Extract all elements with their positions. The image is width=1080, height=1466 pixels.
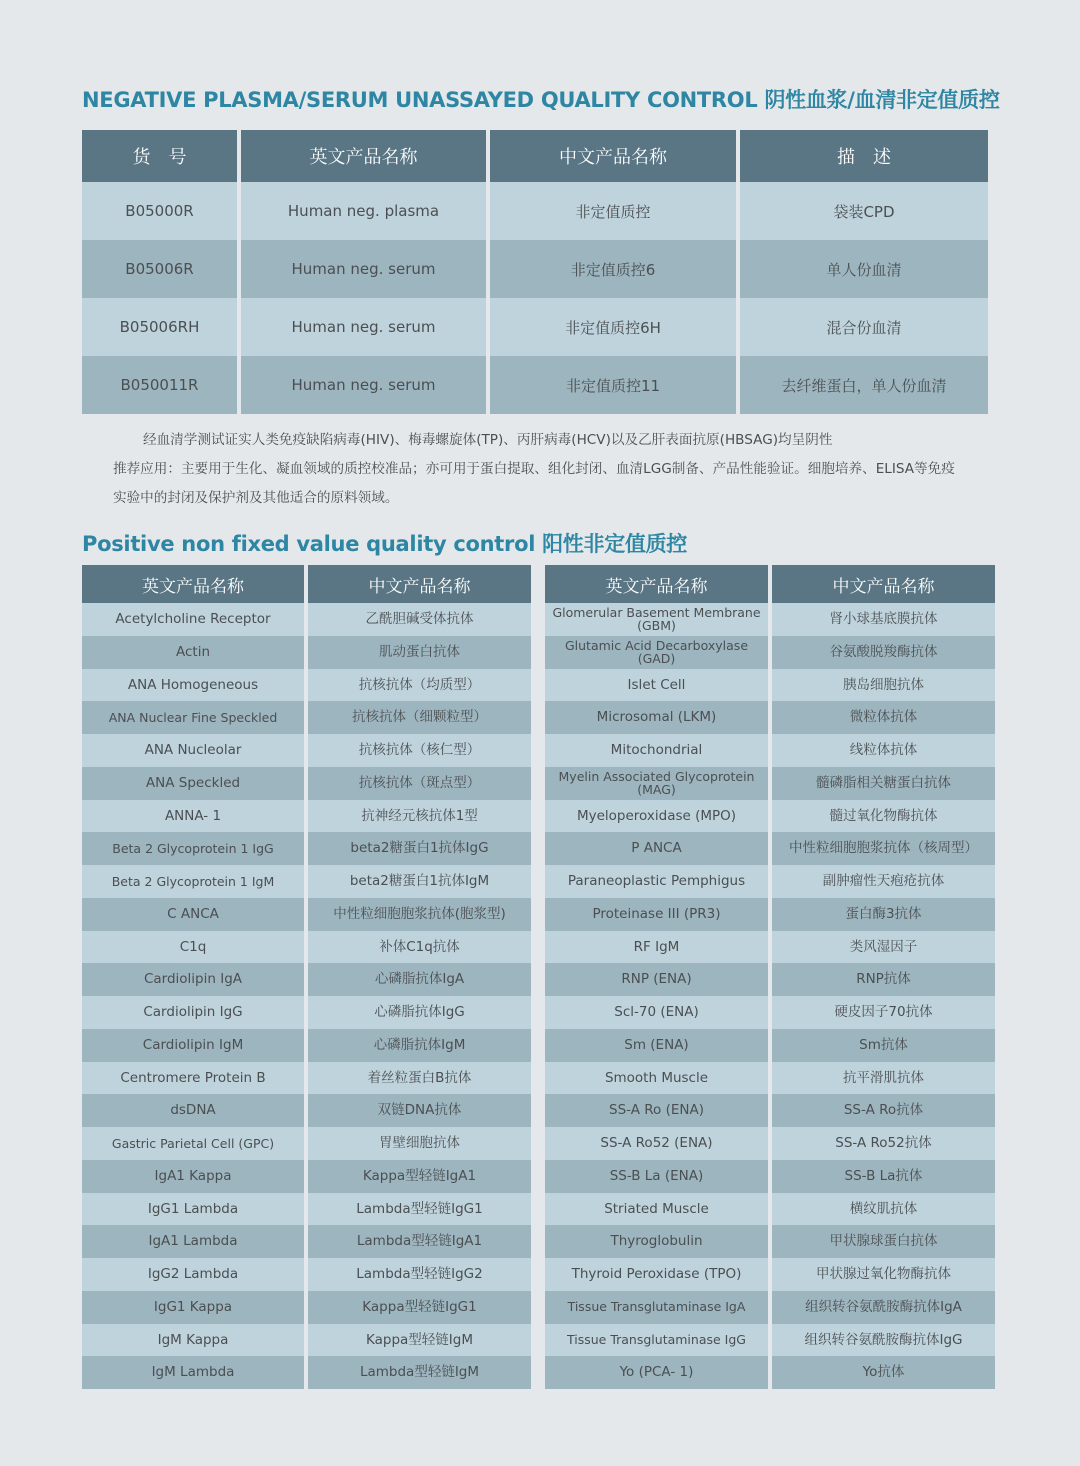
header-catalog-no: 货 号 [82,130,237,182]
cell-chinese-name: 抗平滑肌抗体 [772,1062,995,1095]
cell-english-name: ANNA- 1 [82,800,304,833]
table-row [545,996,995,1029]
cell-english-name: Mitochondrial [545,734,768,767]
cell-english-name: Beta 2 Glycoprotein 1 IgM [82,865,304,898]
table-row [545,701,995,734]
cell-chinese-name: SS-A Ro抗体 [772,1094,995,1127]
cell-chinese-name: beta2糖蛋白1抗体IgM [308,865,531,898]
cell-description: 单人份血清 [740,240,988,298]
table-row [82,1094,531,1127]
table-row [545,734,995,767]
negative-qc-table [78,130,992,414]
table-row [545,669,995,702]
cell-chinese-name: 中性粒细胞胞浆抗体（核周型） [772,832,995,865]
cell-english-name: Cardiolipin IgG [82,996,304,1029]
cell-chinese-name: 肾小球基底膜抗体 [772,603,995,636]
cell-english-name: Acetylcholine Receptor [82,603,304,636]
table-row [545,800,995,833]
header-description: 描 述 [740,130,988,182]
cell-english-name: RNP (ENA) [545,963,768,996]
cell-english-name: Glutamic Acid Decarboxylase (GAD) [545,636,768,669]
cell-chinese-name: 抗核抗体（细颗粒型） [308,701,531,734]
cell-chinese-name: Lambda型轻链IgM [308,1356,531,1389]
table-header-row [545,565,995,603]
table-row [545,963,995,996]
cell-english-name: SS-B La (ENA) [545,1160,768,1193]
cell-chinese-name: 心磷脂抗体IgA [308,963,531,996]
cell-chinese-name: 硬皮因子70抗体 [772,996,995,1029]
cell-english-name: Tissue Transglutaminase IgA [545,1291,768,1324]
table-row [545,1291,995,1324]
cell-english-name: Myelin Associated Glycoprotein (MAG) [545,767,768,800]
table-row [82,1062,531,1095]
cell-chinese-name: 谷氨酸脱羧酶抗体 [772,636,995,669]
description-line-2: 推荐应用：主要用于生化、凝血领域的质控校准品；亦可用于蛋白提取、组化封闭、血清LGG制备、产品性能验证。细胞培养、ELISA等免疫实验中的封闭及保护剂及其他适合的原料领域。 [113,461,955,506]
header-chinese-name: 中文产品名称 [772,565,995,603]
cell-chinese-name: RNP抗体 [772,963,995,996]
table-row [82,636,531,669]
table-header-row [82,565,531,603]
cell-description: 袋装CPD [740,182,988,240]
cell-chinese-name: 心磷脂抗体IgM [308,1029,531,1062]
table-row [82,898,531,931]
cell-english-name: ANA Homogeneous [82,669,304,702]
cell-chinese-name: 非定值质控6H [490,298,736,356]
cell-english-name: Beta 2 Glycoprotein 1 IgG [82,832,304,865]
positive-left-body [82,603,531,1389]
cell-chinese-name: 胃壁细胞抗体 [308,1127,531,1160]
cell-english-name: SS-A Ro (ENA) [545,1094,768,1127]
cell-english-name: Thyroid Peroxidase (TPO) [545,1258,768,1291]
table-row [545,898,995,931]
table-row [82,767,531,800]
table-row [545,1094,995,1127]
table-row [82,931,531,964]
cell-english-name: IgG2 Lambda [82,1258,304,1291]
cell-english-name: ANA Nuclear Fine Speckled [82,701,304,734]
table-row [82,963,531,996]
cell-chinese-name: 微粒体抗体 [772,701,995,734]
cell-english-name: P ANCA [545,832,768,865]
cell-english-name: Thyroglobulin [545,1225,768,1258]
table-row [82,1356,531,1389]
cell-chinese-name: Lambda型轻链IgA1 [308,1225,531,1258]
cell-chinese-name: beta2糖蛋白1抗体IgG [308,832,531,865]
cell-english-name: Actin [82,636,304,669]
cell-chinese-name: 抗核抗体（均质型） [308,669,531,702]
cell-chinese-name: Kappa型轻链IgA1 [308,1160,531,1193]
table-row [82,1029,531,1062]
cell-chinese-name: 甲状腺过氧化物酶抗体 [772,1258,995,1291]
header-english-name: 英文产品名称 [241,130,486,182]
cell-chinese-name: 非定值质控 [490,182,736,240]
cell-english-name: dsDNA [82,1094,304,1127]
cell-catalog-no: B05000R [82,182,237,240]
cell-english-name: IgA1 Kappa [82,1160,304,1193]
table-row [82,298,988,356]
table-row [82,603,531,636]
positive-right-body [545,603,995,1389]
cell-description: 去纤维蛋白，单人份血清 [740,356,988,414]
cell-chinese-name: 抗核抗体（核仁型） [308,734,531,767]
table-row [82,1160,531,1193]
cell-chinese-name: 乙酰胆碱受体抗体 [308,603,531,636]
table-row [545,1029,995,1062]
cell-chinese-name: 蛋白酶3抗体 [772,898,995,931]
cell-chinese-name: 非定值质控6 [490,240,736,298]
cell-chinese-name: 抗神经元核抗体1型 [308,800,531,833]
cell-chinese-name: 髓磷脂相关糖蛋白抗体 [772,767,995,800]
table-row [82,1127,531,1160]
cell-chinese-name: 组织转谷氨酰胺酶抗体IgA [772,1291,995,1324]
cell-chinese-name: Kappa型轻链IgG1 [308,1291,531,1324]
header-english-name: 英文产品名称 [82,565,304,603]
table-row [545,1193,995,1226]
cell-chinese-name: 胰岛细胞抗体 [772,669,995,702]
table-row [545,832,995,865]
cell-english-name: Human neg. serum [241,356,486,414]
cell-english-name: IgG1 Kappa [82,1291,304,1324]
cell-english-name: RF IgM [545,931,768,964]
cell-chinese-name: Lambda型轻链IgG1 [308,1193,531,1226]
cell-english-name: IgA1 Lambda [82,1225,304,1258]
cell-catalog-no: B05006RH [82,298,237,356]
cell-english-name: IgM Lambda [82,1356,304,1389]
table-row [545,636,995,669]
table-row [545,1062,995,1095]
cell-english-name: Myeloperoxidase (MPO) [545,800,768,833]
cell-chinese-name: 横纹肌抗体 [772,1193,995,1226]
positive-qc-table-right [541,565,999,1389]
cell-english-name: Microsomal (LKM) [545,701,768,734]
table-row [82,701,531,734]
cell-english-name: Sm (ENA) [545,1029,768,1062]
table-row [82,1193,531,1226]
cell-english-name: Cardiolipin IgA [82,963,304,996]
table-row [82,1291,531,1324]
header-english-name: 英文产品名称 [545,565,768,603]
header-chinese-name: 中文产品名称 [308,565,531,603]
cell-chinese-name: 补体C1q抗体 [308,931,531,964]
table-row [545,1324,995,1357]
negative-section-title: NEGATIVE PLASMA/SERUM UNASSAYED QUALITY CONTROL 阴性血浆/血清非定值质控 [82,88,1000,112]
table-row [545,865,995,898]
cell-chinese-name: 中性粒细胞胞浆抗体(胞浆型) [308,898,531,931]
table-row [82,669,531,702]
cell-chinese-name: 非定值质控11 [490,356,736,414]
table-row [545,1160,995,1193]
positive-qc-table-left [78,565,535,1389]
cell-english-name: Glomerular Basement Membrane (GBM) [545,603,768,636]
cell-english-name: IgG1 Lambda [82,1193,304,1226]
table-row [82,800,531,833]
description-line-1: 经血清学测试证实人类免疫缺陷病毒(HIV)、梅毒螺旋体(TP)、丙肝病毒(HCV)以及乙肝表面抗原(HBSAG)均呈阴性 [143,432,833,448]
cell-english-name: Striated Muscle [545,1193,768,1226]
table-row [82,865,531,898]
cell-english-name: ANA Speckled [82,767,304,800]
cell-chinese-name: 着丝粒蛋白B抗体 [308,1062,531,1095]
table-row [82,832,531,865]
cell-english-name: Islet Cell [545,669,768,702]
cell-english-name: IgM Kappa [82,1324,304,1357]
table-header-row [82,130,988,182]
cell-english-name: C ANCA [82,898,304,931]
cell-english-name: SS-A Ro52 (ENA) [545,1127,768,1160]
cell-chinese-name: 类风湿因子 [772,931,995,964]
cell-chinese-name: Lambda型轻链IgG2 [308,1258,531,1291]
cell-english-name: Human neg. plasma [241,182,486,240]
cell-catalog-no: B050011R [82,356,237,414]
cell-english-name: Cardiolipin IgM [82,1029,304,1062]
cell-english-name: Paraneoplastic Pemphigus [545,865,768,898]
cell-chinese-name: 线粒体抗体 [772,734,995,767]
cell-chinese-name: 组织转谷氨酰胺酶抗体IgG [772,1324,995,1357]
cell-english-name: Human neg. serum [241,298,486,356]
cell-chinese-name: 双链DNA抗体 [308,1094,531,1127]
cell-english-name: ANA Nucleolar [82,734,304,767]
cell-english-name: Tissue Transglutaminase IgG [545,1324,768,1357]
cell-chinese-name: 副肿瘤性天疱疮抗体 [772,865,995,898]
cell-chinese-name: 甲状腺球蛋白抗体 [772,1225,995,1258]
table-row [545,1356,995,1389]
table-row [545,1127,995,1160]
table-row [82,996,531,1029]
cell-english-name: Centromere Protein B [82,1062,304,1095]
table-row [82,182,988,240]
cell-english-name: Proteinase III (PR3) [545,898,768,931]
positive-section-title: Positive non fixed value quality control 阳性非定值质控 [82,532,688,556]
cell-catalog-no: B05006R [82,240,237,298]
cell-english-name: Smooth Muscle [545,1062,768,1095]
cell-chinese-name: Yo抗体 [772,1356,995,1389]
table-row [545,603,995,636]
table-row [545,767,995,800]
table-row [82,1258,531,1291]
cell-english-name: Scl-70 (ENA) [545,996,768,1029]
cell-description: 混合份血清 [740,298,988,356]
negative-description [113,426,963,513]
cell-chinese-name: 心磷脂抗体IgG [308,996,531,1029]
cell-english-name: C1q [82,931,304,964]
table-row [82,240,988,298]
header-chinese-name: 中文产品名称 [490,130,736,182]
table-row [82,356,988,414]
cell-chinese-name: Sm抗体 [772,1029,995,1062]
cell-english-name: Yo (PCA- 1) [545,1356,768,1389]
table-row [545,1225,995,1258]
cell-chinese-name: 髓过氧化物酶抗体 [772,800,995,833]
cell-chinese-name: 抗核抗体（斑点型） [308,767,531,800]
table-row [82,734,531,767]
table-row [545,1258,995,1291]
table-row [82,1225,531,1258]
cell-english-name: Gastric Parietal Cell (GPC) [82,1127,304,1160]
cell-chinese-name: Kappa型轻链IgM [308,1324,531,1357]
table-row [82,1324,531,1357]
table-row [545,931,995,964]
cell-english-name: Human neg. serum [241,240,486,298]
cell-chinese-name: SS-B La抗体 [772,1160,995,1193]
cell-chinese-name: SS-A Ro52抗体 [772,1127,995,1160]
cell-chinese-name: 肌动蛋白抗体 [308,636,531,669]
